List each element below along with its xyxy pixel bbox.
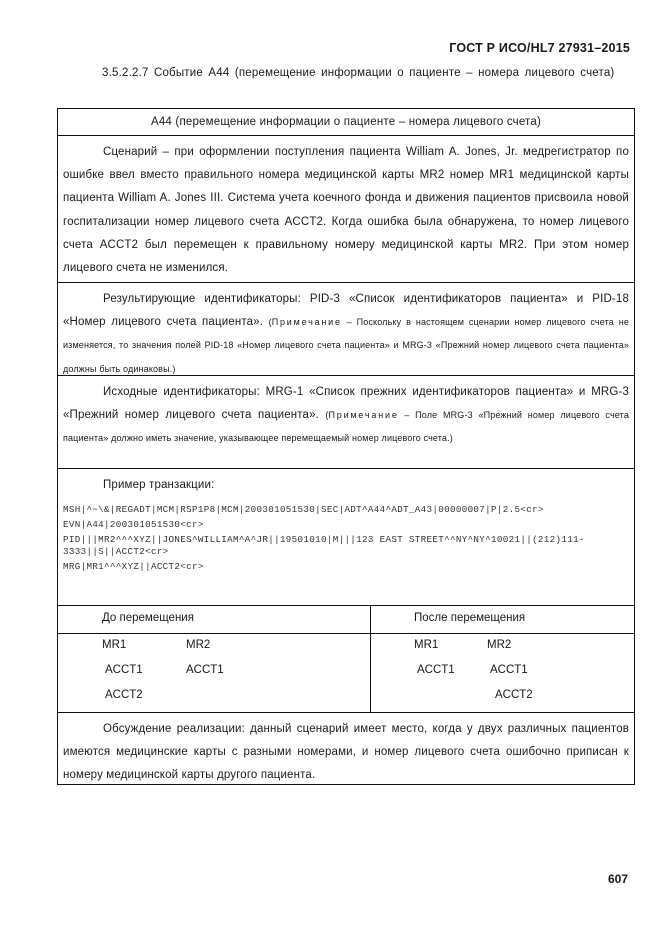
note-text: – Поле MRG-3 «Прежний номер лицевого счета пациента» должно иметь значение, указывающее перемещаемый номер лицевого счета.): [63, 410, 629, 444]
discussion-text: Обсуждение реализации: данный сценарий имеет место, когда у двух различных пациентов имеются медицинские карты с разными номерами, и номер лицевого счета ошибочно приписан к номеру медицинской карты другого пациента.: [63, 723, 629, 782]
after-acct1-mr1: ACCT1: [417, 664, 455, 676]
after-acct2: ACCT2: [495, 689, 533, 701]
document-header: ГОСТ Р ИСО/HL7 27931–2015: [449, 41, 630, 55]
discussion-row: [58, 713, 634, 786]
resulting-identifiers: Результирующие идентификаторы: PID-3 «Список идентификаторов пациента» и PID-18 «Номер лицевого счета пациента». (Примечание – Поскольку в настоящем сценарии номер лицевого счета не изменяется, то значения полей PID-18 «Номер лицевого счета пациента» и MRG-3 «Прежний номер лицевого счета пациента» должны быть одинаковы.): [63, 293, 629, 374]
section-heading: 3.5.2.2.7 Событие A44 (перемещение информации о пациенте – номера лицевого счета): [102, 67, 615, 79]
page-number: 607: [607, 872, 628, 886]
note-label: Примечание: [328, 410, 399, 421]
code-line: MRG|MR1^^^XYZ||ACCT2<cr>: [63, 561, 204, 573]
after-mr2: MR2: [487, 639, 512, 651]
comparison-header-row: [58, 606, 634, 634]
after-header: [370, 606, 634, 633]
source-identifiers-row: [58, 376, 634, 469]
before-acct2: ACCT2: [105, 689, 143, 701]
source-text: Исходные идентификаторы: MRG-1 «Список прежних идентификаторов пациента» и MRG-3 «Прежний номер лицевого счета пациента».: [63, 386, 629, 422]
resulting-text: Результирующие идентификаторы: PID-3 «Список идентификаторов пациента» и PID-18 «Номер лицевого счета пациента».: [63, 293, 629, 329]
transaction-row: [58, 469, 634, 606]
transaction-title: Пример транзакции:: [103, 479, 215, 491]
resulting-identifiers-row: [58, 283, 634, 376]
before-mr1: MR1: [102, 639, 127, 651]
source-identifiers: Исходные идентификаторы: MRG-1 «Список прежних идентификаторов пациента» и MRG-3 «Прежний номер лицевого счета пациента». (Примечание – Поле MRG-3 «Прежний номер лицевого счета пациента» должно иметь значение, указывающее перемещаемый номер лицевого счета.): [63, 386, 629, 444]
note-label: Примечание: [271, 317, 342, 328]
table-caption: A44 (перемещение информации о пациенте – номера лицевого счета): [58, 109, 634, 136]
code-line: EVN|A44|200301051530<cr>: [63, 519, 204, 531]
scenario-row: [58, 136, 634, 283]
before-header: [58, 606, 371, 633]
scenario-text: Сценарий – при оформлении поступления пациента William A. Jones, Jr. медрегистратор по ошибке ввел вместо правильного номера медицинской карты MR2 номер MR1 медицинской карты пациента William A. Jones III. Система учета коечного фонда и движения пациентов присвоила новой госпитализации номер лицевого счета ACCT2. Когда ошибка была обнаружена, то номер лицевого счета ACCT2 был перемещен к правильному номеру медицинской карты MR2. При этом номер лицевого счета не изменился.: [63, 146, 629, 275]
code-line: MSH|^~\&|REGADT|MCM|RSP1P8|MCM|200301051530|SEC|ADT^A44^ADT_A43|00000007|P|2.5<cr>: [63, 504, 544, 516]
before-values: [58, 634, 371, 712]
before-acct1-mr2: ACCT1: [186, 664, 224, 676]
code-line: PID|||MR2^^^XYZ||JONES^WILLIAM^A^JR||19501010|M|||123 EAST STREET^^NY^NY^10021||(212)111-3333||S||ACCT2<cr>: [63, 534, 585, 558]
after-label: После перемещения: [414, 612, 526, 624]
note-text: – Поскольку в настоящем сценарии номер лицевого счета не изменяется, то значения полей PID-18 «Номер лицевого счета пациента» и MRG-3 «Прежний номер лицевого счета пациента» должны быть одинаковы.): [63, 317, 629, 374]
after-acct1-mr2: ACCT1: [490, 664, 528, 676]
after-values: [370, 634, 634, 712]
before-acct1-mr1: ACCT1: [105, 664, 143, 676]
after-mr1: MR1: [414, 639, 439, 651]
comparison-values-row: [58, 634, 634, 713]
before-label: До перемещения: [102, 612, 194, 624]
before-mr2: MR2: [186, 639, 211, 651]
event-table: [57, 108, 635, 785]
